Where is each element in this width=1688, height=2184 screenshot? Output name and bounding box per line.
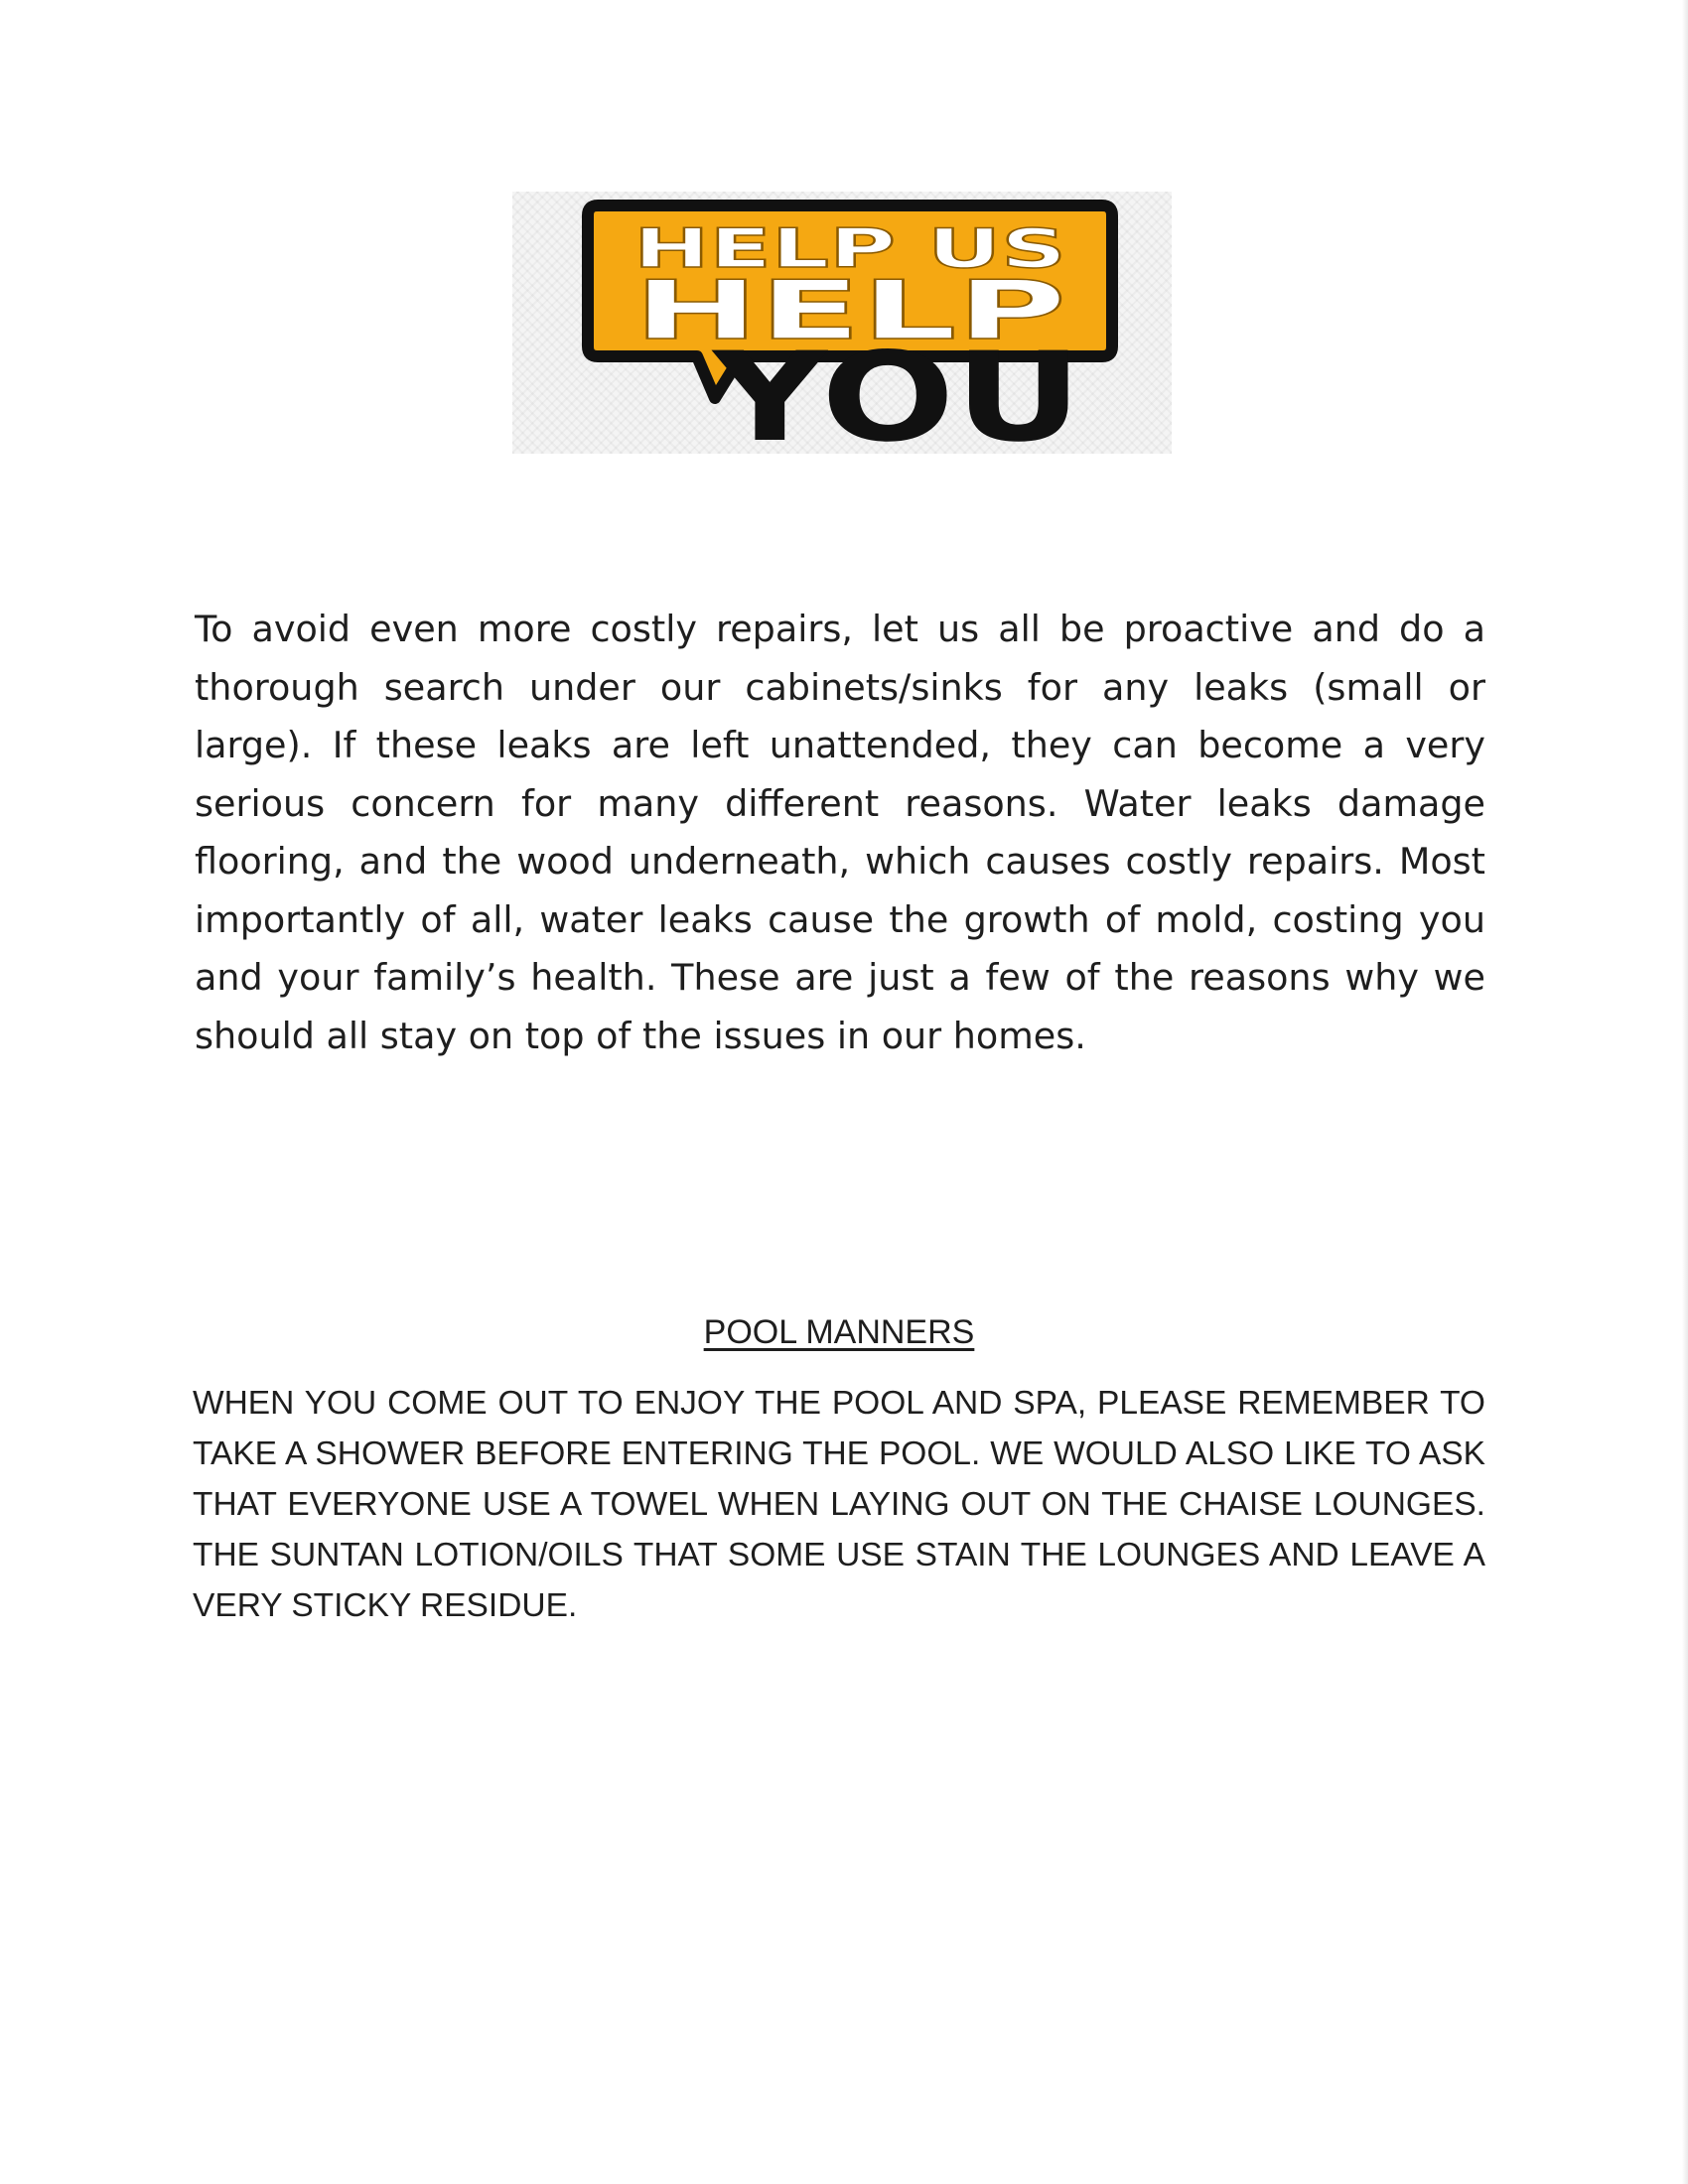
- logo-line-you: YOU: [710, 327, 1082, 454]
- help-us-help-you-logo: [512, 192, 1172, 454]
- logo-line-help-us: HELP US: [633, 217, 1066, 280]
- scan-edge-shadow: [1682, 0, 1688, 2184]
- leak-notice-paragraph: To avoid even more costly repairs, let us all be proactive and do a thorough search under our cabinets/sinks for any leaks (small or large). If these leaks are left unattended, they can become a very serious concern for many different reasons. Water leaks damage flooring, and the wood underneath, which causes costly repairs. Most importantly of all, water leaks cause the growth of mold, costing you and your family’s health. These are just a few of the reasons why we should all stay on top of the issues in our homes.: [195, 608, 1485, 1057]
- logo-line-help: HELP: [633, 264, 1066, 358]
- pool-manners-body: WHEN YOU COME OUT TO ENJOY THE POOL AND SPA, PLEASE REMEMBER TO TAKE A SHOWER BEFORE ENTERING THE POOL. WE WOULD ALSO LIKE TO ASK THAT EVERYONE USE A TOWEL WHEN LAYING OUT ON THE CHAISE LOUNGES. THE SUNTAN LOTION/OILS THAT SOME USE STAIN THE LOUNGES AND LEAVE A VERY STICKY RESIDUE.: [193, 1385, 1485, 1624]
- pool-manners-heading: POOL MANNERS: [703, 1313, 975, 1351]
